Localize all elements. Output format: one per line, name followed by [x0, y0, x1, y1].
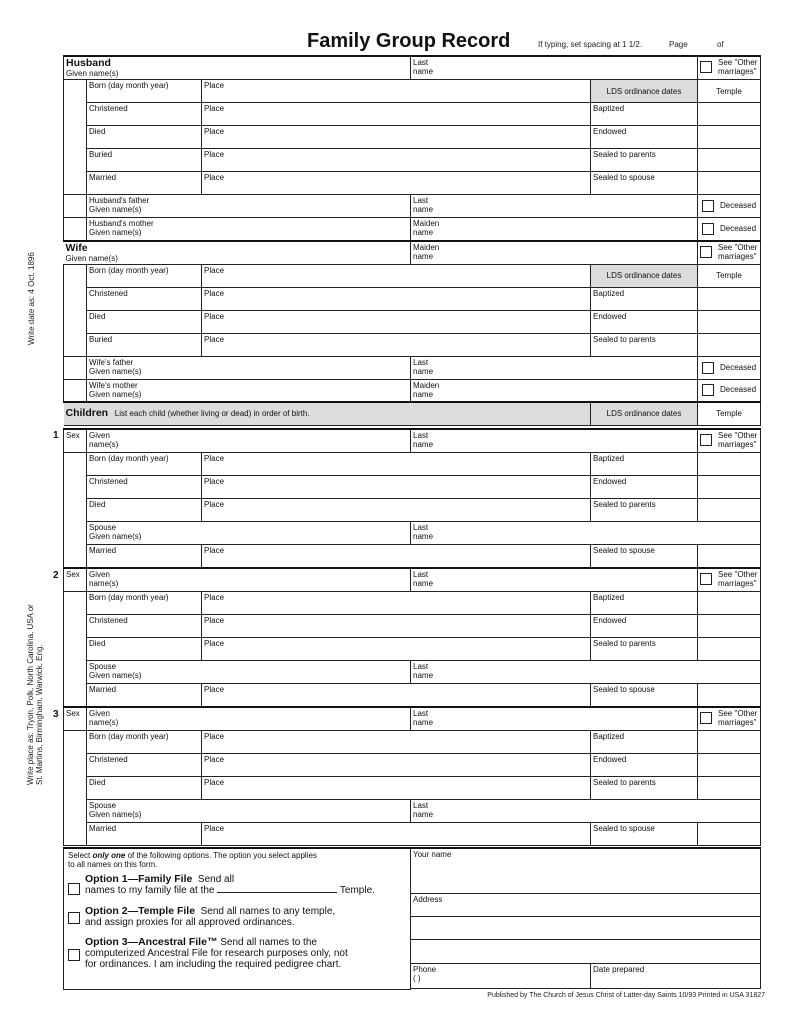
child-baptized-field[interactable]: Baptized: [591, 452, 698, 475]
child-last-name-field[interactable]: Last name: [411, 568, 698, 591]
husband-buried-place[interactable]: Place: [202, 149, 591, 172]
child-married-field[interactable]: Married: [87, 822, 202, 845]
child-born-place[interactable]: Place: [202, 452, 591, 475]
wife-born-place[interactable]: Place: [202, 264, 591, 287]
date-example-note: Write date as: 4 Oct. 1896: [27, 252, 36, 345]
checkbox: [702, 362, 714, 374]
child-given-name-field[interactable]: Given name(s): [87, 568, 411, 591]
checkbox: [700, 61, 712, 73]
husband-born-place[interactable]: Place: [202, 80, 591, 103]
child-2-table: [63, 567, 761, 707]
wife-born-field[interactable]: Born (day month year): [87, 264, 202, 287]
husband-father-last[interactable]: Last name: [411, 195, 698, 218]
child-baptized-field[interactable]: Baptized: [591, 730, 698, 753]
child-sex-field[interactable]: Sex: [64, 429, 87, 452]
child-christened-place[interactable]: Place: [202, 475, 591, 498]
wife-christened-place[interactable]: Place: [202, 287, 591, 310]
child-married-place[interactable]: Place: [202, 683, 591, 706]
husband-name-row: [64, 56, 761, 80]
address-field[interactable]: Address: [411, 893, 761, 916]
wife-buried-field[interactable]: Buried: [87, 333, 202, 356]
temple-name-line[interactable]: [217, 892, 337, 893]
wife-father-last[interactable]: Last name: [411, 356, 698, 379]
child-spouse-field[interactable]: Spouse Given name(s): [87, 799, 411, 822]
child-endowed-field[interactable]: Endowed: [591, 753, 698, 776]
address-line-3[interactable]: [411, 939, 761, 963]
child-sealed-spouse-field[interactable]: Sealed to spouse: [591, 544, 698, 567]
child-sealed-parents-field[interactable]: Sealed to parents: [591, 637, 698, 660]
child-sealed-spouse-field[interactable]: Sealed to spouse: [591, 683, 698, 706]
checkbox: [700, 712, 712, 724]
lds-ordinance-header: LDS ordinance dates: [591, 402, 698, 425]
child-died-place[interactable]: Place: [202, 498, 591, 521]
child-christened-place[interactable]: Place: [202, 614, 591, 637]
child-spouse-last[interactable]: Last name: [411, 799, 761, 822]
child-number-2: 2: [53, 570, 59, 581]
options-panel: [63, 847, 411, 990]
child-died-field[interactable]: Died: [87, 776, 202, 799]
child-endowed-field[interactable]: Endowed: [591, 614, 698, 637]
child-died-field[interactable]: Died: [87, 637, 202, 660]
child-number-1: 1: [53, 430, 59, 441]
wife-given-name-field[interactable]: Wife Given name(s): [64, 241, 411, 265]
husband-father-deceased[interactable]: Deceased: [698, 195, 761, 218]
child-given-name-field[interactable]: Given name(s): [87, 707, 411, 730]
child-sealed-parents-field[interactable]: Sealed to parents: [591, 498, 698, 521]
of-label: of: [717, 40, 724, 49]
husband-endowed-field[interactable]: Endowed: [591, 126, 698, 149]
husband-married-field[interactable]: Married: [87, 172, 202, 195]
child-1-table: [63, 428, 761, 568]
address-line-2[interactable]: [411, 916, 761, 939]
child-3-table: [63, 706, 761, 846]
child-married-place[interactable]: Place: [202, 544, 591, 567]
wife-sealed-parents-field[interactable]: Sealed to parents: [591, 333, 698, 356]
contact-table: [410, 847, 761, 989]
your-name-field[interactable]: Your name: [411, 848, 761, 893]
wife-mother-field[interactable]: Wife's mother Given name(s): [87, 379, 411, 402]
child-christened-field[interactable]: Christened: [87, 614, 202, 637]
option-1[interactable]: Option 1—Family File Send all names to my family file at the Temple.: [68, 874, 375, 896]
child-christened-place[interactable]: Place: [202, 753, 591, 776]
page-label: Page: [669, 40, 688, 49]
husband-died-field[interactable]: Died: [87, 126, 202, 149]
child-born-place[interactable]: Place: [202, 730, 591, 753]
wife-father-deceased[interactable]: Deceased: [698, 356, 761, 379]
child-sealed-parents-field[interactable]: Sealed to parents: [591, 776, 698, 799]
checkbox: [700, 573, 712, 585]
option-3[interactable]: Option 3—Ancestral File™ Send all names to the computerized Ancestral File for research purposes only, not for ordinances. I am including the required pedigree chart.: [68, 937, 348, 970]
husband-last-name-field[interactable]: Last name: [411, 56, 698, 80]
wife-died-field[interactable]: Died: [87, 310, 202, 333]
child-born-field[interactable]: Born (day month year): [87, 591, 202, 614]
child-other-marriages[interactable]: See "Other marriages": [698, 568, 761, 591]
option-3-checkbox[interactable]: [68, 949, 80, 961]
child-given-name-field[interactable]: Given name(s): [87, 429, 411, 452]
wife-heading: Wife: [65, 241, 88, 254]
place-example-note-1: Write place as: Tryon, Polk, North Carolina, USA or: [26, 604, 35, 785]
child-baptized-field[interactable]: Baptized: [591, 591, 698, 614]
husband-mother-deceased[interactable]: Deceased: [698, 218, 761, 241]
child-other-marriages[interactable]: See "Other marriages": [698, 707, 761, 730]
husband-baptized-field[interactable]: Baptized: [591, 103, 698, 126]
child-sex-field[interactable]: Sex: [64, 568, 87, 591]
child-died-place[interactable]: Place: [202, 776, 591, 799]
child-died-field[interactable]: Died: [87, 498, 202, 521]
child-spouse-last[interactable]: Last name: [411, 521, 761, 544]
husband-father-field[interactable]: Husband's father Given name(s): [87, 195, 411, 218]
family-form-table: [63, 55, 761, 426]
child-born-field[interactable]: Born (day month year): [87, 730, 202, 753]
date-prepared-field[interactable]: Date prepared: [591, 963, 761, 988]
page-title: Family Group Record: [307, 30, 511, 52]
husband-mother-maiden[interactable]: Maiden name: [411, 218, 698, 241]
child-born-field[interactable]: Born (day month year): [87, 452, 202, 475]
child-last-name-field[interactable]: Last name: [411, 707, 698, 730]
temple-header: Temple: [698, 264, 761, 287]
child-endowed-field[interactable]: Endowed: [591, 475, 698, 498]
child-spouse-last[interactable]: Last name: [411, 660, 761, 683]
husband-sealed-spouse-field[interactable]: Sealed to spouse: [591, 172, 698, 195]
wife-baptized-field[interactable]: Baptized: [591, 287, 698, 310]
child-sex-field[interactable]: Sex: [64, 707, 87, 730]
place-example-note-2: St. Martins, Birmingham, Warwick, Eng.: [35, 644, 44, 785]
child-spouse-field[interactable]: Spouse Given name(s): [87, 660, 411, 683]
child-married-field[interactable]: Married: [87, 683, 202, 706]
husband-mother-field[interactable]: Husband's mother Given name(s): [87, 218, 411, 241]
child-spouse-field[interactable]: Spouse Given name(s): [87, 521, 411, 544]
husband-given-name-field[interactable]: Husband Given name(s): [64, 56, 411, 80]
wife-father-field[interactable]: Wife's father Given name(s): [87, 356, 411, 379]
husband-buried-field[interactable]: Buried: [87, 149, 202, 172]
child-christened-field[interactable]: Christened: [87, 475, 202, 498]
husband-died-place[interactable]: Place: [202, 126, 591, 149]
child-sealed-spouse-field[interactable]: Sealed to spouse: [591, 822, 698, 845]
temple-header: Temple: [698, 402, 761, 425]
wife-died-place[interactable]: Place: [202, 310, 591, 333]
wife-name-row: [64, 241, 761, 265]
husband-married-place[interactable]: Place: [202, 172, 591, 195]
children-header-row: [64, 402, 761, 425]
wife-christened-field[interactable]: Christened: [87, 287, 202, 310]
wife-endowed-field[interactable]: Endowed: [591, 310, 698, 333]
option-1-checkbox[interactable]: [68, 883, 80, 895]
wife-mother-deceased[interactable]: Deceased: [698, 379, 761, 402]
child-born-place[interactable]: Place: [202, 591, 591, 614]
child-other-marriages[interactable]: See "Other marriages": [698, 429, 761, 452]
husband-born-field[interactable]: Born (day month year): [87, 80, 202, 103]
husband-christened-field[interactable]: Christened: [87, 103, 202, 126]
temple-header: Temple: [698, 80, 761, 103]
option-2-checkbox[interactable]: [68, 912, 80, 924]
wife-other-marriages[interactable]: See "Other marriages": [698, 241, 761, 265]
lds-ordinance-header: LDS ordinance dates: [591, 264, 698, 287]
husband-christened-place[interactable]: Place: [202, 103, 591, 126]
husband-heading: Husband: [66, 57, 111, 69]
lds-ordinance-header: LDS ordinance dates: [591, 80, 698, 103]
typing-note: If typing, set spacing at 1 1/2.: [538, 40, 643, 49]
child-christened-field[interactable]: Christened: [87, 753, 202, 776]
wife-buried-place[interactable]: Place: [202, 333, 591, 356]
checkbox: [702, 200, 714, 212]
checkbox: [702, 223, 714, 235]
phone-field[interactable]: Phone ( ): [411, 963, 591, 988]
children-heading: Children List each child (whether living or dead) in order of birth.: [64, 402, 591, 425]
wife-maiden-name-field[interactable]: Maiden name: [411, 241, 698, 265]
checkbox: [700, 434, 712, 446]
options-intro: Select only one of the following options. The option you select applies to all names on this form.: [68, 851, 317, 869]
option-2[interactable]: Option 2—Temple File Send all names to any temple, and assign proxies for all approved ordinances.: [68, 906, 335, 928]
husband-sealed-parents-field[interactable]: Sealed to parents: [591, 149, 698, 172]
publisher-footer: Published by The Church of Jesus Christ of Latter-day Saints 10/93 Printed in USA 31827: [487, 992, 765, 999]
checkbox: [700, 246, 712, 258]
checkbox: [702, 384, 714, 396]
child-last-name-field[interactable]: Last name: [411, 429, 698, 452]
child-married-place[interactable]: Place: [202, 822, 591, 845]
wife-mother-maiden[interactable]: Maiden name: [411, 379, 698, 402]
husband-other-marriages[interactable]: See "Other marriages": [698, 56, 761, 80]
child-married-field[interactable]: Married: [87, 544, 202, 567]
child-died-place[interactable]: Place: [202, 637, 591, 660]
child-number-3: 3: [53, 709, 59, 720]
